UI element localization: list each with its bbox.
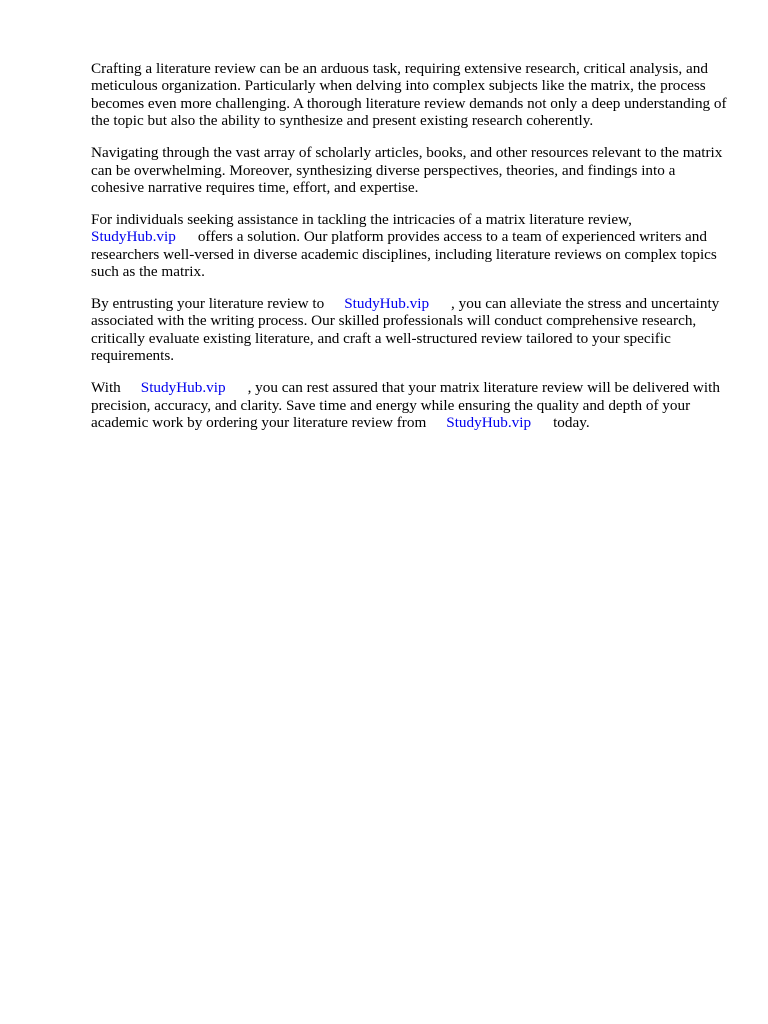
paragraph-conclusion-text-after: today. bbox=[553, 413, 590, 431]
studyhub-link[interactable]: StudyHub.vip bbox=[140, 379, 226, 397]
studyhub-link[interactable]: StudyHub.vip bbox=[446, 413, 532, 431]
paragraph-assistance-text-before: For individuals seeking assistance in tackling the intricacies of a matrix literature review, bbox=[91, 210, 632, 228]
studyhub-link[interactable]: StudyHub.vip bbox=[91, 228, 176, 246]
paragraph-entrusting-text-after: , you can alleviate the stress and uncertainty associated with the writing process. Our skilled professionals will conduct comprehensive research, critically evaluate existing literature, and craft a well-structured review tailored to your specific requirements. bbox=[91, 294, 720, 365]
paragraph-assistance bbox=[91, 211, 731, 281]
paragraph-navigating-text: Navigating through the vast array of scholarly articles, books, and other resources relevant to the matrix can be overwhelming. Moreover, synthesizing diverse perspectives, theories, and findings into a cohesive narrative requires time, effort, and expertise. bbox=[91, 144, 723, 196]
paragraph-intro bbox=[91, 60, 731, 130]
paragraph-assistance-text-after: offers a solution. Our platform provides access to a team of experienced writers and researchers well-versed in diverse academic disciplines, including literature reviews on complex topics such as the matrix. bbox=[91, 228, 717, 281]
paragraph-entrusting-text-before: By entrusting your literature review to bbox=[91, 294, 325, 312]
studyhub-link[interactable]: StudyHub.vip bbox=[344, 294, 430, 312]
paragraph-conclusion bbox=[91, 379, 731, 431]
paragraph-conclusion-text-before: With bbox=[91, 379, 121, 397]
paragraph-navigating bbox=[91, 144, 731, 196]
paragraph-entrusting bbox=[91, 295, 731, 365]
paragraph-intro-text: Crafting a literature review can be an arduous task, requiring extensive research, critical analysis, and meticulous organization. Particularly when delving into complex subjects like the matrix, the process becomes even more challenging. A thorough literature review demands not only a deep understanding of the topic but also the ability to synthesize and present existing research coherently. bbox=[91, 60, 727, 130]
document-body bbox=[91, 60, 731, 446]
paragraph-conclusion-text-middle: , you can rest assured that your matrix literature review will be delivered with precision, accuracy, and clarity. Save time and energy while ensuring the quality and depth of your academic work by ordering your literature review from bbox=[91, 379, 720, 431]
